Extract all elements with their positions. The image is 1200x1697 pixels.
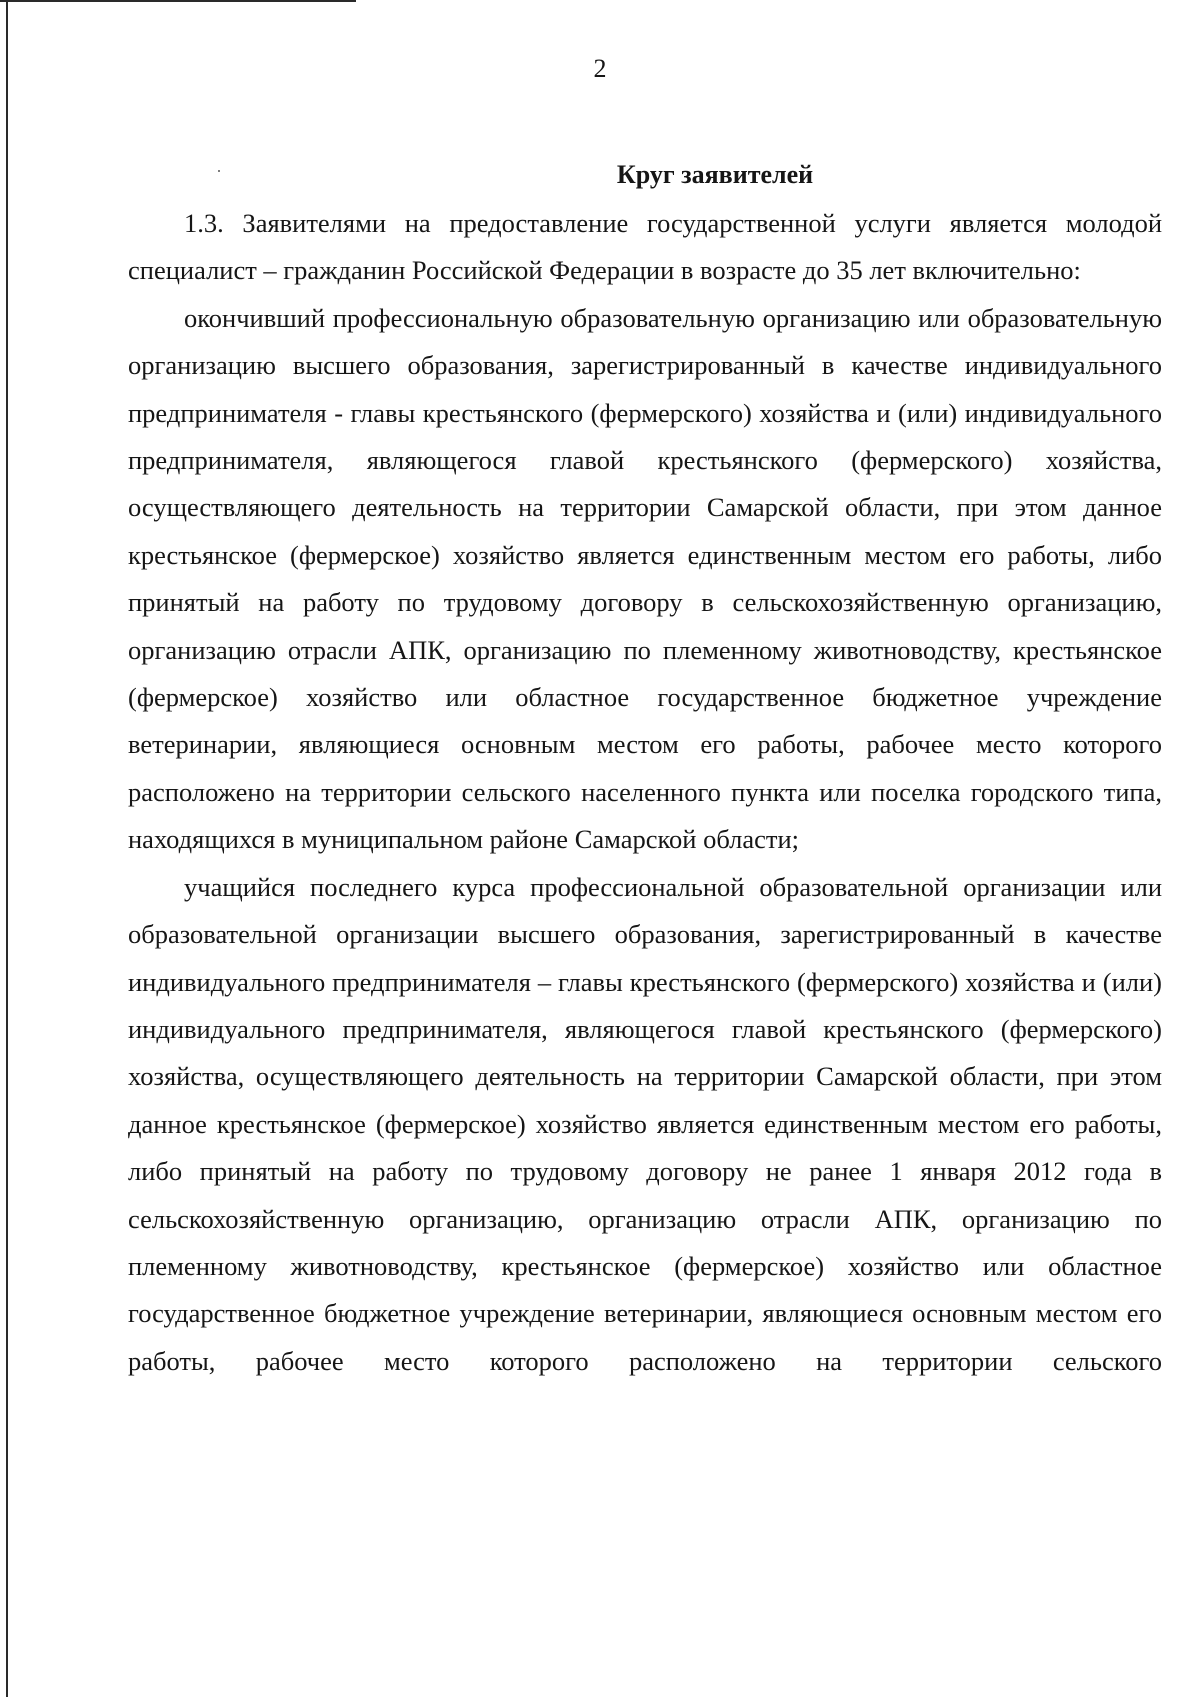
paragraph-applicants-intro: 1.3. Заявителями на предоставление государственной услуги является молодой специалист – гражданин Российской Федерации в возрасте до 35 лет включительно:	[128, 208, 1162, 286]
paragraph-graduate-applicant: окончивший профессиональную образовательную организацию или образовательную организацию высшего образования, зарегистрированный в качестве индивидуального предпринимателя - главы крестьянского (фермерского) хозяйства и (или) индивидуального предпринимателя, являющегося главой крестьянского (фермерского) хозяйства, осуществляющего деятельность на территории Самарской области, при этом данное крестьянское (фермерское) хозяйство является единственным местом его работы, либо принятый на работу по трудовому договору в сельскохозяйственную организацию, организацию отрасли АПК, организацию по племенному животноводству, крестьянское (фермерское) хозяйство или областное государственное бюджетное учреждение ветеринарии, являющиеся основным местом его работы, рабочее место которого расположено на территории сельского населенного пункта или поселка городского типа, находящихся в муниципальном районе Самарской области;	[128, 302, 1162, 855]
scan-edge-left	[6, 0, 8, 1697]
paragraph-student-applicant: учащийся последнего курса профессиональной образовательной организации или образовательной организации высшего образования, зарегистрированный в качестве индивидуального предпринимателя – главы крестьянского (фермерского) хозяйства и (или) индивидуального предпринимателя, являющегося главой крестьянского (фермерского) хозяйства, осуществляющего деятельность на территории Самарской области, при этом данное крестьянское (фермерское) хозяйство является единственным местом его работы, либо принятый на работу по трудовому договору не ранее 1 января 2012 года в сельскохозяйственную организацию, организацию отрасли АПК, организацию по племенному животноводству, крестьянское (фермерское) хозяйство или областное государственное бюджетное учреждение ветеринарии, являющиеся основным местом его работы, рабочее место которого расположено на территории сельского	[128, 871, 1162, 1376]
section-title: Круг заявителей	[616, 160, 814, 189]
scan-speck	[218, 170, 220, 172]
document-body	[128, 200, 1162, 1385]
scan-edge-top	[0, 0, 356, 2]
page-number: 2	[593, 54, 607, 83]
